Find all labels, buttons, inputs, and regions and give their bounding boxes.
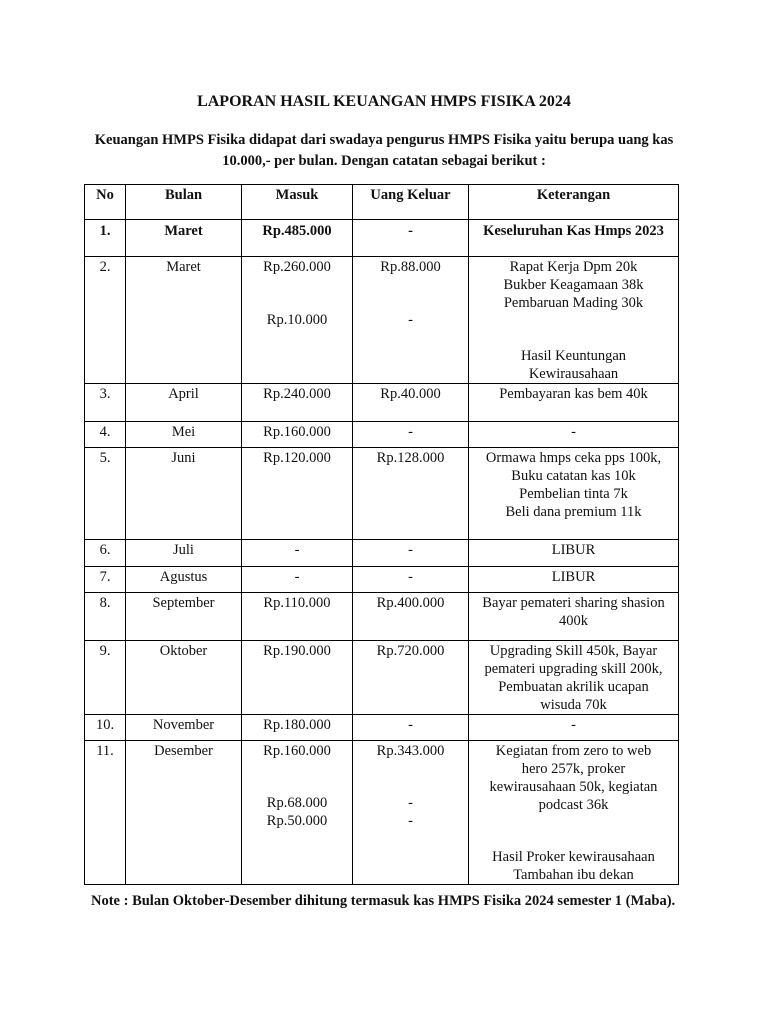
- table-row: [85, 257, 679, 384]
- cell-uang-keluar: Rp.400.000: [353, 593, 469, 641]
- cell-no: 9.: [85, 641, 126, 715]
- cell-uang-keluar: -: [353, 540, 469, 567]
- header-uang-keluar: Uang Keluar: [353, 185, 469, 220]
- cell-uang-keluar: -: [353, 715, 469, 741]
- cell-masuk: Rp.190.000: [242, 641, 353, 715]
- cell-bulan: Oktober: [126, 641, 242, 715]
- cell-keterangan: LIBUR: [469, 540, 679, 567]
- cell-no: 4.: [85, 422, 126, 448]
- footer-note: Note : Bulan Oktober-Desember dihitung termasuk kas HMPS Fisika 2024 semester 1 (Maba).: [91, 893, 676, 909]
- cell-uang-keluar: Rp.88.000 -: [353, 257, 469, 384]
- cell-no: 6.: [85, 540, 126, 567]
- intro-paragraph: Keuangan HMPS Fisika didapat dari swadaya pengurus HMPS Fisika yaitu berupa uang kas 10.000,- per bulan. Dengan catatan sebagai berikut :: [94, 132, 674, 169]
- cell-masuk: Rp.485.000: [242, 220, 353, 257]
- table-header-row: [85, 185, 679, 220]
- table-row: [85, 567, 679, 593]
- cell-uang-keluar: -: [353, 422, 469, 448]
- table-row: [85, 448, 679, 540]
- table-row: [85, 641, 679, 715]
- cell-masuk: Rp.180.000: [242, 715, 353, 741]
- cell-keterangan: Kegiatan from zero to web hero 257k, proker kewirausahaan 50k, kegiatan podcast 36k Hasil Proker kewirausahaan Tambahan ibu dekan: [469, 741, 679, 885]
- cell-uang-keluar: Rp.343.000 - -: [353, 741, 469, 885]
- header-no: No: [85, 185, 126, 220]
- cell-masuk: Rp.110.000: [242, 593, 353, 641]
- cell-bulan: April: [126, 384, 242, 422]
- cell-bulan: Juli: [126, 540, 242, 567]
- header-masuk: Masuk: [242, 185, 353, 220]
- cell-keterangan: Keseluruhan Kas Hmps 2023: [469, 220, 679, 257]
- cell-keterangan: -: [469, 422, 679, 448]
- table-row: [85, 220, 679, 257]
- cell-no: 11.: [85, 741, 126, 885]
- table-row: [85, 741, 679, 885]
- cell-bulan: Desember: [126, 741, 242, 885]
- cell-bulan: Mei: [126, 422, 242, 448]
- report-title: LAPORAN HASIL KEUANGAN HMPS FISIKA 2024: [197, 93, 571, 110]
- cell-keterangan: Rapat Kerja Dpm 20k Bukber Keagamaan 38k Pembaruan Mading 30k Hasil Keuntungan Kewirausahaan: [469, 257, 679, 384]
- cell-masuk: -: [242, 540, 353, 567]
- cell-bulan: September: [126, 593, 242, 641]
- cell-no: 2.: [85, 257, 126, 384]
- cell-masuk: Rp.120.000: [242, 448, 353, 540]
- cell-keterangan: LIBUR: [469, 567, 679, 593]
- table-row: [85, 540, 679, 567]
- table-row: [85, 715, 679, 741]
- cell-keterangan: -: [469, 715, 679, 741]
- cell-no: 3.: [85, 384, 126, 422]
- cell-uang-keluar: Rp.720.000: [353, 641, 469, 715]
- table-row: [85, 593, 679, 641]
- cell-uang-keluar: -: [353, 567, 469, 593]
- header-bulan: Bulan: [126, 185, 242, 220]
- cell-keterangan: Upgrading Skill 450k, Bayar pemateri upgrading skill 200k, Pembuatan akrilik ucapan wisuda 70k: [469, 641, 679, 715]
- cell-masuk: Rp.160.000: [242, 422, 353, 448]
- cell-bulan: November: [126, 715, 242, 741]
- cell-no: 1.: [85, 220, 126, 257]
- table-row: [85, 422, 679, 448]
- cell-masuk: Rp.160.000 Rp.68.000 Rp.50.000: [242, 741, 353, 885]
- cell-keterangan: Bayar pemateri sharing shasion 400k: [469, 593, 679, 641]
- finance-table: [84, 184, 679, 885]
- cell-bulan: Juni: [126, 448, 242, 540]
- cell-no: 7.: [85, 567, 126, 593]
- cell-no: 5.: [85, 448, 126, 540]
- header-keterangan: Keterangan: [469, 185, 679, 220]
- cell-masuk: -: [242, 567, 353, 593]
- cell-keterangan: Pembayaran kas bem 40k: [469, 384, 679, 422]
- table-row: [85, 384, 679, 422]
- cell-masuk: Rp.240.000: [242, 384, 353, 422]
- cell-no: 8.: [85, 593, 126, 641]
- cell-keterangan: Ormawa hmps ceka pps 100k, Buku catatan kas 10k Pembelian tinta 7k Beli dana premium 11k: [469, 448, 679, 540]
- cell-uang-keluar: Rp.40.000: [353, 384, 469, 422]
- cell-masuk: Rp.260.000 Rp.10.000: [242, 257, 353, 384]
- cell-uang-keluar: Rp.128.000: [353, 448, 469, 540]
- cell-bulan: Agustus: [126, 567, 242, 593]
- cell-uang-keluar: -: [353, 220, 469, 257]
- cell-bulan: Maret: [126, 220, 242, 257]
- cell-no: 10.: [85, 715, 126, 741]
- cell-bulan: Maret: [126, 257, 242, 384]
